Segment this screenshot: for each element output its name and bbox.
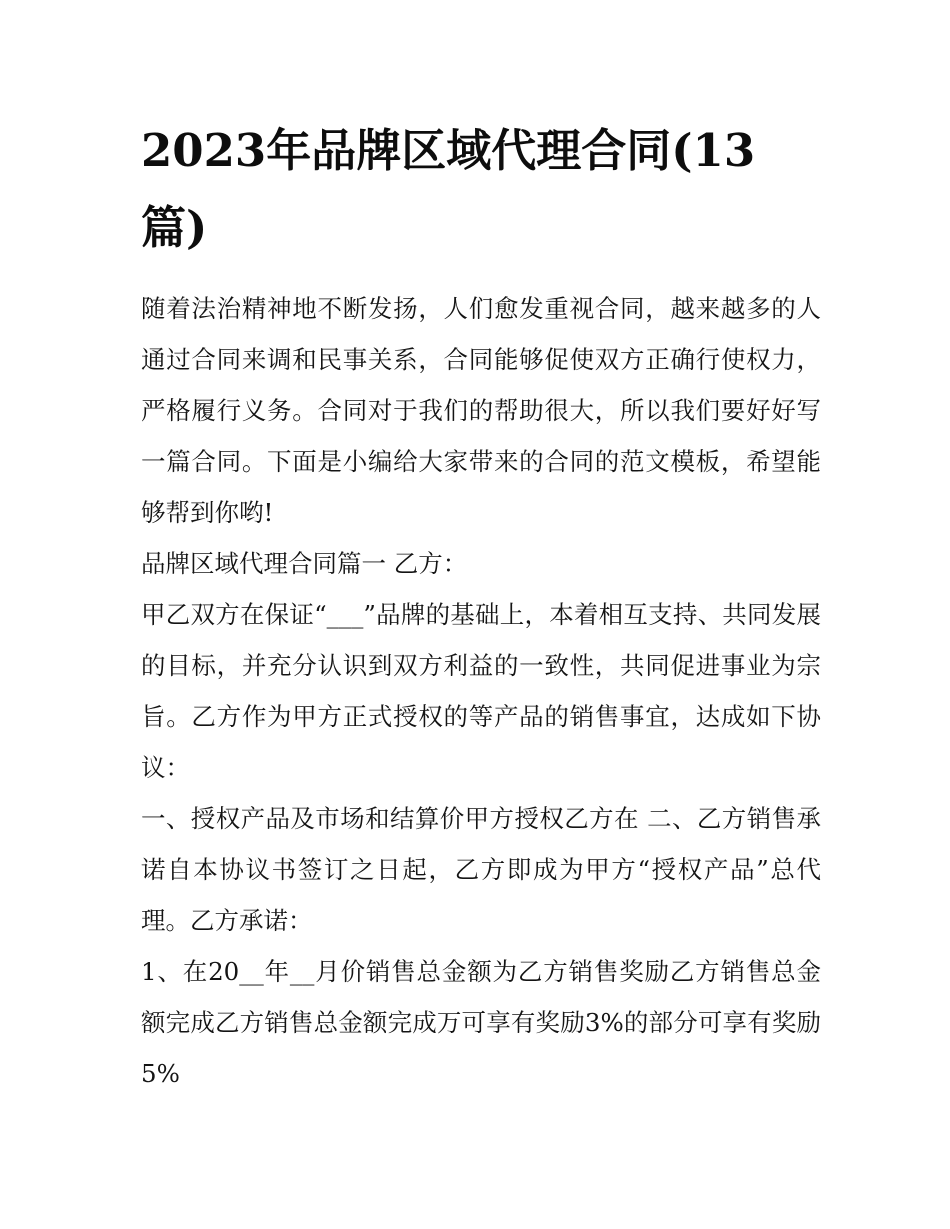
preamble-paragraph: 甲乙双方在保证“___”品牌的基础上，本着相互支持、共同发展的目标，并充分认识到双方利益的一致性，共同促进事业为宗旨。乙方作为甲方正式授权的等产品的销售事宜，达成如下协议： [141,600,821,782]
section-heading-paragraph: 品牌区域代理合同篇一 乙方： [141,549,468,578]
clause-item-paragraph: 1、在20__年__月价销售总金额为乙方销售奖励乙方销售总金额完成乙方销售总金额完成万可享有奖励3%的部分可享有奖励5% [141,957,821,1088]
intro-paragraph: 随着法治精神地不断发扬，人们愈发重视合同，越来越多的人通过合同来调和民事关系，合同能够促使双方正确行使权力，严格履行义务。合同对于我们的帮助很大，所以我们要好好写一篇合同。下面是小编给大家带来的合同的范文模板，希望能够帮到你哟! [141,294,821,527]
document-title: 2023年品牌区域代理合同(13篇) [141,124,756,254]
document-content [141,112,821,1099]
document-body [141,283,821,1099]
clause-one-paragraph: 一、授权产品及市场和结算价甲方授权乙方在 二、乙方销售承诺自本协议书签订之日起，乙方即成为甲方“授权产品”总代理。乙方承诺： [141,804,821,935]
